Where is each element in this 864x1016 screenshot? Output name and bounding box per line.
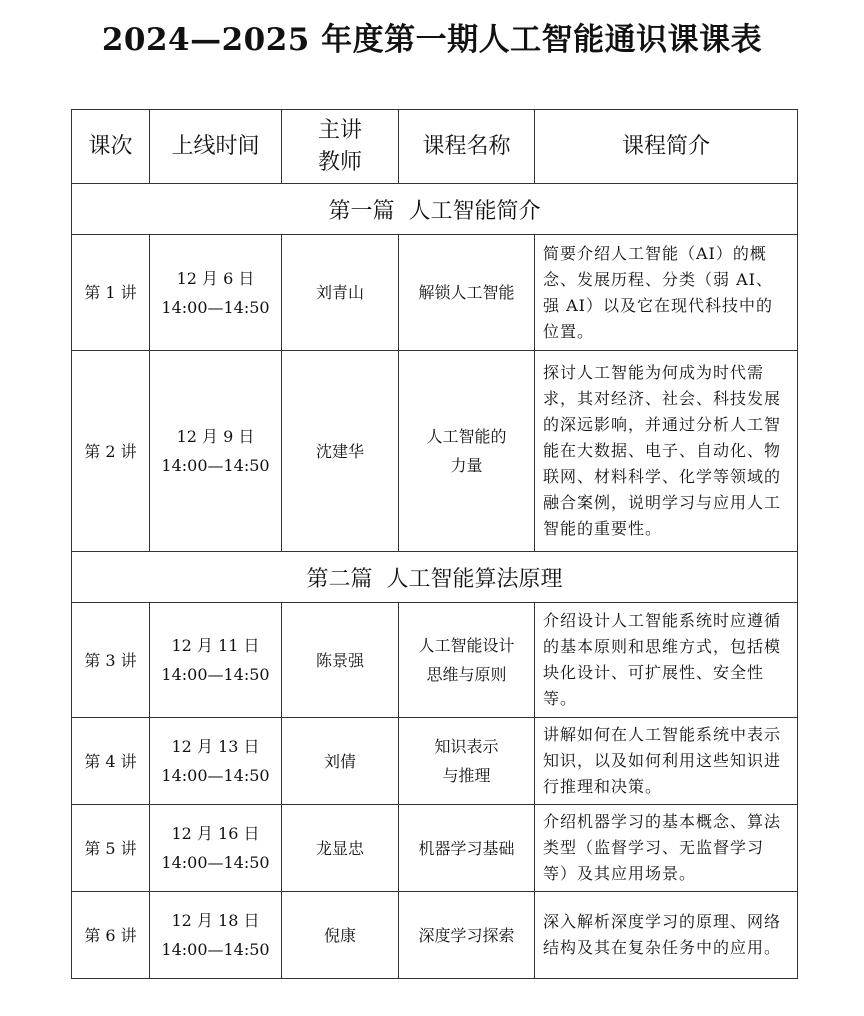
time-text: 14:00—14:50: [161, 766, 270, 785]
date-text: 12 月 6 日: [176, 268, 255, 288]
time-cell: [150, 603, 282, 718]
section-title: 第二篇 人工智能算法原理: [72, 552, 798, 603]
course-text: [399, 732, 534, 790]
time-cell: [150, 235, 282, 351]
page-title: 2024—2025 年度第一期人工智能通识课课表: [101, 22, 763, 58]
time-text: 14:00—14:50: [161, 297, 270, 317]
intro-cell: 介绍设计人工智能系统时应遵循的基本原则和思维方式，包括模块化设计、可扩展性、安全性等。: [535, 603, 798, 718]
header-teacher-text: [282, 115, 398, 179]
text-line: 人工智能的: [426, 427, 507, 446]
date-text: 12 月 16 日: [171, 824, 260, 843]
course-cell: [399, 805, 535, 892]
time-text: 14:00—14:50: [161, 456, 270, 475]
course-text: [399, 834, 534, 863]
lecture-cell: 第 1 讲: [72, 235, 150, 351]
course-text: [399, 422, 534, 480]
table-row: [72, 805, 798, 892]
course-cell: [399, 718, 535, 805]
header-time: 上线时间: [150, 110, 282, 184]
intro-cell: 简要介绍人工智能（AI）的概念、发展历程、分类（弱 AI、强 AI）以及它在现代科技中的位置。: [535, 235, 798, 351]
table-header-row: [72, 110, 798, 184]
time-cell: [150, 351, 282, 552]
header-lecture: 课次: [72, 110, 150, 184]
course-text: [399, 631, 534, 689]
text-line: 深度学习探索: [418, 925, 515, 945]
time-text: 14:00—14:50: [161, 853, 270, 872]
course-text: [399, 278, 534, 307]
lecture-cell: 第 4 讲: [72, 718, 150, 805]
teacher-cell: 沈建华: [282, 351, 399, 552]
text-line: 机器学习基础: [418, 838, 515, 858]
intro-cell: 探讨人工智能为何成为时代需求，其对经济、社会、科技发展的深远影响，并通过分析人工智能在大数据、电子、自动化、物联网、材料科学、化学等领域的融合案例，说明学习与应用人工智能的重要性。: [535, 351, 798, 552]
time-cell: [150, 805, 282, 892]
table-row: [72, 718, 798, 805]
course-text: [399, 921, 534, 950]
intro-cell: 深入解析深度学习的原理、网络结构及其在复杂任务中的应用。: [535, 892, 798, 979]
text-line: 知识表示: [434, 737, 499, 756]
text-line: 教师: [317, 149, 362, 175]
text-line: 主讲: [317, 117, 362, 143]
lecture-cell: 第 2 讲: [72, 351, 150, 552]
course-cell: [399, 351, 535, 552]
time-text: 14:00—14:50: [161, 940, 270, 959]
header-teacher: [282, 110, 399, 184]
table-row: [72, 235, 798, 351]
course-cell: [399, 235, 535, 351]
teacher-cell: 刘倩: [282, 718, 399, 805]
course-cell: [399, 892, 535, 979]
time-text: 14:00—14:50: [161, 665, 270, 684]
section-row-1: [72, 184, 798, 235]
teacher-cell: 刘青山: [282, 235, 399, 351]
lecture-cell: 第 3 讲: [72, 603, 150, 718]
text-line: 人工智能设计: [418, 636, 515, 655]
course-cell: [399, 603, 535, 718]
section-title: 第一篇 人工智能简介: [72, 184, 798, 235]
date-text: 12 月 9 日: [176, 427, 255, 446]
teacher-cell: 龙显忠: [282, 805, 399, 892]
date-text: 12 月 18 日: [171, 911, 260, 930]
section-row-2: [72, 552, 798, 603]
time-cell: [150, 718, 282, 805]
lecture-cell: 第 5 讲: [72, 805, 150, 892]
header-intro: 课程简介: [535, 110, 798, 184]
intro-cell: 介绍机器学习的基本概念、算法类型（监督学习、无监督学习等）及其应用场景。: [535, 805, 798, 892]
date-text: 12 月 11 日: [171, 636, 260, 655]
table-row: [72, 351, 798, 552]
text-line: 解锁人工智能: [418, 283, 515, 302]
schedule-table: [71, 109, 798, 979]
table-row: [72, 892, 798, 979]
header-course: 课程名称: [399, 110, 535, 184]
teacher-cell: 陈景强: [282, 603, 399, 718]
time-cell: [150, 892, 282, 979]
intro-cell: 讲解如何在人工智能系统中表示知识，以及如何利用这些知识进行推理和决策。: [535, 718, 798, 805]
date-text: 12 月 13 日: [171, 737, 260, 756]
table-row: [72, 603, 798, 718]
text-line: 思维与原则: [426, 665, 507, 684]
lecture-cell: 第 6 讲: [72, 892, 150, 979]
teacher-cell: 倪康: [282, 892, 399, 979]
text-line: 力量: [450, 456, 483, 475]
text-line: 与推理: [442, 766, 491, 785]
